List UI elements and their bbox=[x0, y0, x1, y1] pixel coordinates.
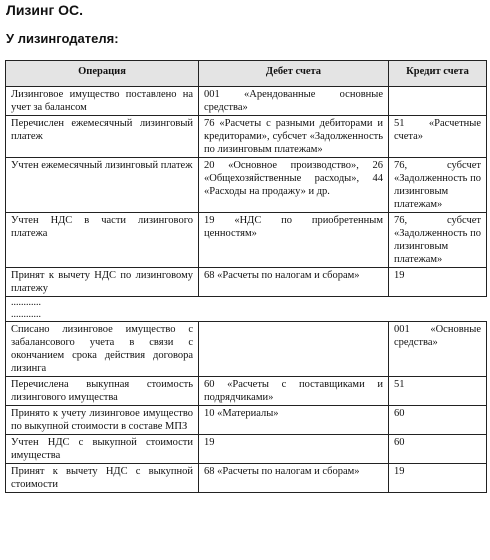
header-debit: Дебет счета bbox=[199, 61, 389, 87]
ellipsis-text: ............ bbox=[6, 297, 487, 310]
lease-accounting-table bbox=[5, 60, 487, 493]
table-row bbox=[6, 406, 487, 435]
header-credit: Кредит счета bbox=[389, 61, 487, 87]
debit-cell: 19 «НДС по приобретенным ценностям» bbox=[199, 213, 389, 268]
table-row bbox=[6, 213, 487, 268]
operation-cell: Перечислена выкупная стоимость лизингового имущества bbox=[6, 377, 199, 406]
debit-cell: 60 «Расчеты с поставщиками и подрядчиками» bbox=[199, 377, 389, 406]
table-row bbox=[6, 435, 487, 464]
table-row bbox=[6, 322, 487, 377]
table-row bbox=[6, 158, 487, 213]
operation-cell: Принят к вычету НДС по лизинговому платежу bbox=[6, 268, 199, 297]
credit-cell: 76, субсчет «Задолженность по лизинговым платежам» bbox=[389, 213, 487, 268]
debit-cell bbox=[199, 322, 389, 377]
header-operation: Операция bbox=[6, 61, 199, 87]
debit-cell: 76 «Расчеты с разными дебиторами и кредиторами», субсчет «Задолженность по лизинговым платежам» bbox=[199, 116, 389, 158]
credit-cell: 51 bbox=[389, 377, 487, 406]
ellipsis-row bbox=[6, 297, 487, 310]
section-heading: У лизингодателя: bbox=[6, 31, 119, 46]
credit-cell: 51 «Расчетные счета» bbox=[389, 116, 487, 158]
operation-cell: Лизинговое имущество поставлено на учет за балансом bbox=[6, 87, 199, 116]
credit-cell: 76, субсчет «Задолженность по лизинговым платежам» bbox=[389, 158, 487, 213]
table-row bbox=[6, 87, 487, 116]
operation-cell: Принято к учету лизинговое имущество по выкупной стоимости в составе МПЗ bbox=[6, 406, 199, 435]
operation-cell: Учтен НДС в части лизингового платежа bbox=[6, 213, 199, 268]
debit-cell: 68 «Расчеты по налогам и сборам» bbox=[199, 464, 389, 493]
credit-cell: 60 bbox=[389, 406, 487, 435]
table-row bbox=[6, 377, 487, 406]
ellipsis-text: ............ bbox=[6, 309, 487, 322]
operation-cell: Учтен ежемесячный лизинговый платеж bbox=[6, 158, 199, 213]
operation-cell: Учтен НДС с выкупной стоимости имущества bbox=[6, 435, 199, 464]
debit-cell: 68 «Расчеты по налогам и сборам» bbox=[199, 268, 389, 297]
credit-cell: 001 «Основные средства» bbox=[389, 322, 487, 377]
debit-cell: 001 «Арендованные основные средства» bbox=[199, 87, 389, 116]
table-row bbox=[6, 116, 487, 158]
credit-cell: 19 bbox=[389, 268, 487, 297]
ellipsis-row bbox=[6, 309, 487, 322]
debit-cell: 19 bbox=[199, 435, 389, 464]
table-header-row bbox=[6, 61, 487, 87]
operation-cell: Списано лизинговое имущество с забалансового учета в связи с окончанием срока действия договора лизинга bbox=[6, 322, 199, 377]
table-row bbox=[6, 268, 487, 297]
credit-cell: 60 bbox=[389, 435, 487, 464]
credit-cell bbox=[389, 87, 487, 116]
table-row bbox=[6, 464, 487, 493]
operation-cell: Принят к вычету НДС с выкупной стоимости bbox=[6, 464, 199, 493]
operation-cell: Перечислен ежемесячный лизинговый платеж bbox=[6, 116, 199, 158]
debit-cell: 10 «Материалы» bbox=[199, 406, 389, 435]
debit-cell: 20 «Основное производство», 26 «Общехозяйственные расходы», 44 «Расходы на продажу» и др. bbox=[199, 158, 389, 213]
page-title: Лизинг ОС. bbox=[6, 2, 84, 18]
credit-cell: 19 bbox=[389, 464, 487, 493]
